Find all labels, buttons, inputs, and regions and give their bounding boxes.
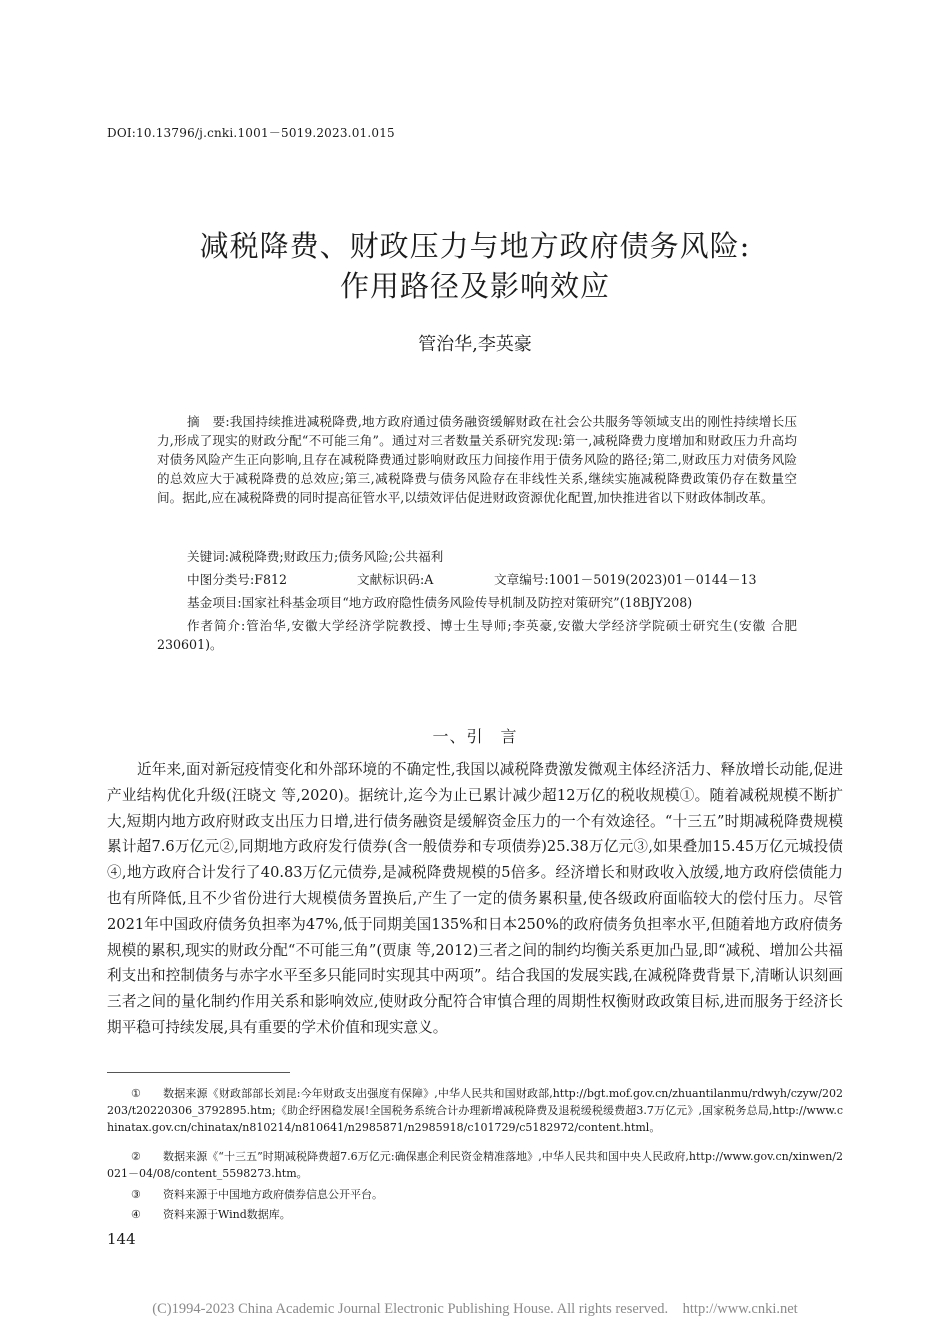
footnote-marker: ④ xyxy=(131,1208,141,1221)
footnote-3 xyxy=(107,1186,843,1203)
body-paragraph: 近年来,面对新冠疫情变化和外部环境的不确定性,我国以减税降费激发微观主体经济活力、释放增长动能,促进产业结构优化升级(汪晓文 等,2020)。据统计,迄今为止已累计减少超12万亿的税收规模①。随着减税规模不断扩大,短期内地方政府财政支出压力日增,进行债务融资是缓解资金压力的一个有效途径。“十三五”时期减税降费规模累计超7.6万亿元②,同期地方政府发行债券(含一般债券和专项债券)25.38万亿元③,如果叠加15.45万亿元城投债④,地方政府合计发行了40.83万亿元债券,是减税降费规模的5倍多。经济增长和财政收入放缓,地方政府偿债能力也有所降低,且不少省份进行大规模债务置换后,产生了一定的债务累积量,使各级政府面临较大的偿付压力。尽管2021年中国政府债务负担率为47%,低于同期美国135%和日本250%的政府债务负担率水平,但随着地方政府债务规模的累积,现实的财政分配“不可能三角”(贾康 等,2012)三者之间的制约均衡关系更加凸显,即“减税、增加公共福利支出和控制债务与赤字水平至多只能同时实现其中两项”。结合我国的发展实践,在减税降费背景下,清晰认识刻画三者之间的量化制约作用关系和影响效应,使财政分配符合审慎合理的周期性权衡财政政策目标,进而服务于经济长期平稳可持续发展,具有重要的学术价值和现实意义。 xyxy=(107,761,843,1036)
copyright-footer: (C)1994-2023 China Academic Journal Electronic Publishing House. All rights reserved. http://www.cnki.net xyxy=(152,1301,798,1317)
footnote-divider xyxy=(107,1072,290,1073)
document-code: 文献标识码:A xyxy=(357,572,434,587)
paper-title-line-1: 减税降费、财政压力与地方政府债务风险: xyxy=(199,229,751,263)
author-bio: 作者简介:管治华,安徽大学经济学院教授、博士生导师;李英豪,安徽大学经济学院硕士研究生(安徽 合肥 230601)。 xyxy=(157,618,810,652)
fund-info: 基金项目:国家社科基金项目“地方政府隐性债务风险传导机制及防控对策研究”(18BJY208) xyxy=(187,595,693,610)
section-heading: 一、引 言 xyxy=(432,727,518,746)
keywords: 关键词:减税降费;财政压力;债务风险;公共福利 xyxy=(187,549,444,564)
page-number: 144 xyxy=(107,1230,136,1248)
classification-line xyxy=(187,570,797,589)
footnote-4 xyxy=(107,1206,843,1223)
footnote-marker: ① xyxy=(131,1087,141,1100)
footnote-1 xyxy=(107,1085,843,1136)
article-number: 文章编号:1001－5019(2023)01－0144－13 xyxy=(494,572,757,587)
footnote-marker: ③ xyxy=(131,1188,141,1201)
footnote-marker: ② xyxy=(131,1150,141,1163)
footnote-text: 数据来源《“十三五”时期减税降费超7.6万亿元:确保惠企利民资金精准落地》,中华人民共和国中央人民政府,http://www.gov.cn/xinwen/2021－04/08/content_5598273.htm。 xyxy=(107,1150,843,1180)
footnote-text: 资料来源于中国地方政府债券信息公开平台。 xyxy=(163,1188,383,1201)
author-names: 管治华,李英豪 xyxy=(418,334,532,355)
footnote-2 xyxy=(107,1148,843,1182)
footnote-text: 资料来源于Wind数据库。 xyxy=(163,1208,291,1221)
footnote-text: 数据来源《财政部部长刘昆:今年财政支出强度有保障》,中华人民共和国财政部,http://bgt.mof.gov.cn/zhuantilanmu/rdwyh/czyw/202203/t20220306_3792895.htm;《助企纾困稳发展!全国税务系统合计办理新增减税降费及退税缓税缓费超3.7万亿元》,国家税务总局,http://www.chinatax.gov.cn/chinatax/n810214/n810641/n2985871/n2985918/c101729/c5182972/content.html。 xyxy=(107,1087,843,1134)
abstract: 摘 要:我国持续推进减税降费,地方政府通过债务融资缓解财政在社会公共服务等领域支出的刚性持续增长压力,形成了现实的财政分配“不可能三角”。通过对三者数量关系研究发现:第一,减税降费力度增加和财政压力升高均对债务风险产生正向影响,且存在减税降费通过影响财政压力间接作用于债务风险的路径;第二,财政压力对债务风险的总效应大于减税降费的总效应;第三,减税降费与债务风险存在非线性关系,继续实施减税降费政策仍存在数量空间。据此,应在减税降费的同时提高征管水平,以绩效评估促进财政资源优化配置,加快推进省以下财政体制改革。 xyxy=(157,414,797,505)
clc-number: 中图分类号:F812 xyxy=(187,572,287,587)
paper-title-line-2: 作用路径及影响效应 xyxy=(339,269,610,303)
doi-line: DOI:10.13796/j.cnki.1001－5019.2023.01.015 xyxy=(107,126,395,140)
